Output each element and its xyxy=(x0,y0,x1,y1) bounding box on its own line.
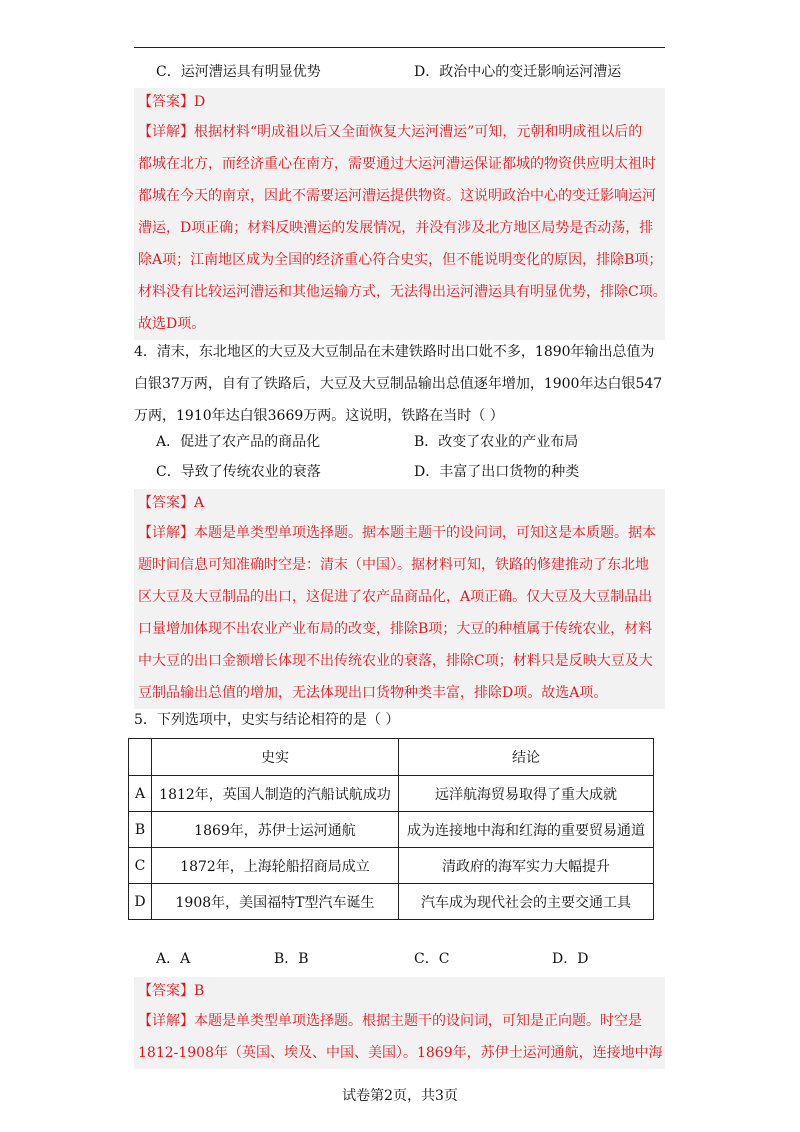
row-conclusion: 远洋航海贸易取得了重大成就 xyxy=(399,776,654,812)
table-row xyxy=(129,848,654,884)
stem-line: 4．清末，东北地区的大豆及大豆制品在未建铁路时出口妣不多，1890年输出总值为 xyxy=(134,344,655,360)
header-rule xyxy=(134,47,665,48)
explanation-line: 材料没有比较运河漕运和其他运输方式，无法得出运河漕运具有明显优势，排除C项。 xyxy=(138,284,667,300)
row-conclusion: 成为连接地中海和红海的重要贸易通道 xyxy=(399,812,654,848)
table-header-row xyxy=(129,739,654,776)
row-key: C xyxy=(129,848,152,884)
row-key: A xyxy=(129,776,152,812)
q5-answer-block xyxy=(134,977,665,1069)
explanation-line: 中大豆的出口金额增长体现不出传统农业的衰落，排除C项；材料只是反映大豆及大 xyxy=(138,653,653,669)
row-fact: 1869年，苏伊士运河通航 xyxy=(152,812,399,848)
explanation-line: 区大豆及大豆制品的出口，这促进了农产品商品化，A项正确。仅大豆及大豆制品出 xyxy=(138,589,653,605)
stem-line: 白银37万两，自有了铁路后，大豆及大豆制品输出总值逐年增加，1900年达白银547 xyxy=(134,376,663,392)
explanation-line: 【详解】本题是单类型单项选择题。根据主题干的设问词，可知是正向题。时空是 xyxy=(138,1013,642,1029)
table-header-fact: 史实 xyxy=(152,739,399,776)
explanation-line: 【详解】根据材料“明成祖以后又全面恢复大运河漕运”可知，元朝和明成祖以后的 xyxy=(138,124,643,140)
row-key: D xyxy=(129,884,152,920)
q4-answer-block xyxy=(134,489,665,709)
q3-option-d: D．政治中心的变迁影响运河漕运 xyxy=(414,64,622,80)
explanation-line: 漕运，D项正确；材料反映漕运的发展情况，并没有涉及北方地区局势是否动荡，排 xyxy=(138,220,654,236)
stem-line: 5．下列选项中，史实与结论相符的是（ ） xyxy=(134,712,400,728)
explanation-line: 【详解】本题是单类型单项选择题。据本题主题干的设问词，可知这是本质题。据本 xyxy=(138,525,656,541)
table-header-key xyxy=(129,739,152,776)
table-row xyxy=(129,884,654,920)
stem-line: 万两，1910年达白银3669万两。这说明，铁路在当时（ ） xyxy=(134,408,504,424)
explanation-line: 题时间信息可知准确时空是：清末（中国）。据材料可知，铁路的修建推动了东北地 xyxy=(138,557,649,573)
answer-label: 【答案】B xyxy=(138,983,205,999)
row-key: B xyxy=(129,812,152,848)
explanation-line: 故选D项。 xyxy=(138,316,206,332)
explanation-line: 豆制品输出总值的增加，无法体现出口货物种类丰富，排除D项。故选A项。 xyxy=(138,685,608,701)
explanation-line: 都城在北方，而经济重心在南方，需要通过大运河漕运保证都城的物资供应明太祖时 xyxy=(138,156,656,172)
q5-table xyxy=(128,738,654,920)
q4-option-c: C．导致了传统农业的衰落 xyxy=(156,464,321,480)
q5-stem xyxy=(134,704,665,736)
row-fact: 1908年，美国福特T型汽车诞生 xyxy=(152,884,399,920)
answer-label: 【答案】A xyxy=(138,495,205,511)
q4-option-d: D．丰富了出口货物的种类 xyxy=(414,464,580,480)
q5-option-a: A．A xyxy=(156,951,191,967)
q4-option-b: B．改变了农业的产业布局 xyxy=(414,434,579,450)
q3-answer-block xyxy=(134,88,665,340)
q4-option-a: A．促进了农产品的商品化 xyxy=(156,434,321,450)
row-fact: 1872年，上海轮船招商局成立 xyxy=(152,848,399,884)
explanation-line: 口量增加体现不出农业产业布局的改变，排除B项；大豆的种植属于传统农业，材料 xyxy=(138,621,653,637)
table-header-conclusion: 结论 xyxy=(399,739,654,776)
table-row xyxy=(129,776,654,812)
explanation-line: 1812-1908年（英国、埃及、中国、美国）。1869年，苏伊士运河通航，连接地中海 xyxy=(138,1045,663,1061)
row-conclusion: 清政府的海军实力大幅提升 xyxy=(399,848,654,884)
q5-option-d: D．D xyxy=(552,951,589,967)
table-row xyxy=(129,812,654,848)
explanation-line: 除A项；江南地区成为全国的经济重心符合史实，但不能说明变化的原因，排除B项； xyxy=(138,252,663,268)
q4-stem xyxy=(134,336,665,432)
q5-option-c: C．C xyxy=(414,951,450,967)
row-conclusion: 汽车成为现代社会的主要交通工具 xyxy=(399,884,654,920)
row-fact: 1812年，英国人制造的汽船试航成功 xyxy=(152,776,399,812)
q5-option-b: B．B xyxy=(274,951,309,967)
page-footer: 试卷第2页，共3页 xyxy=(342,1088,458,1104)
answer-label: 【答案】D xyxy=(138,94,206,110)
q3-option-c: C．运河漕运具有明显优势 xyxy=(156,64,321,80)
explanation-line: 都城在今天的南京，因此不需要运河漕运提供物资。这说明政治中心的变迁影响运河 xyxy=(138,188,656,204)
